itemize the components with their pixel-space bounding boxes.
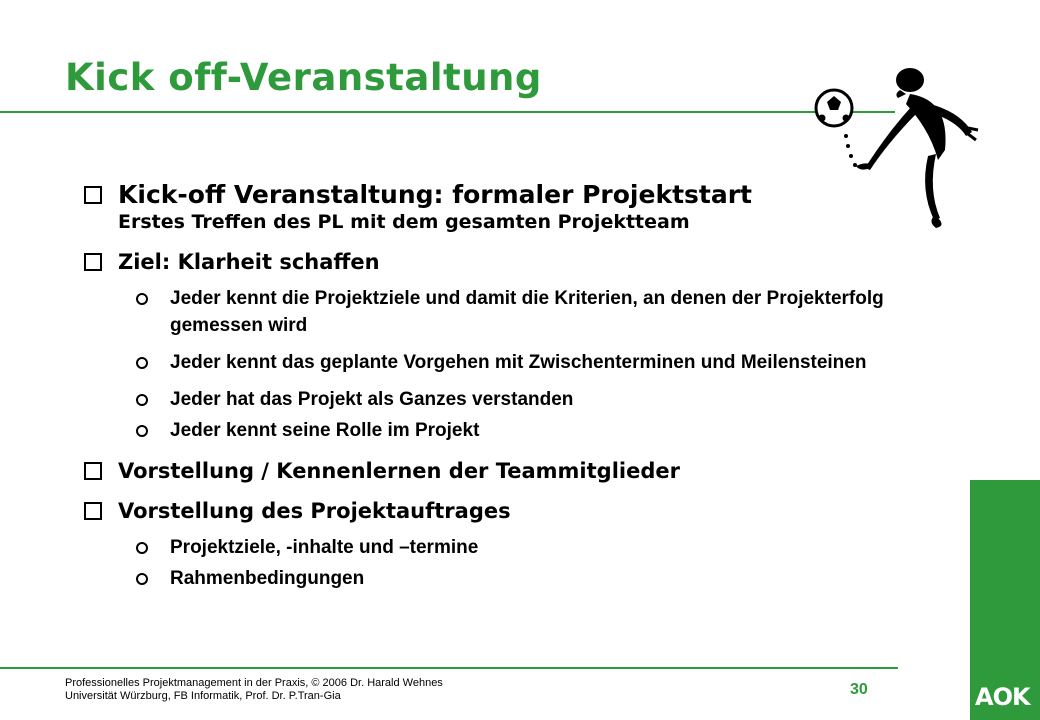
footer-text: [65, 677, 443, 703]
round-bullet-icon: [136, 293, 148, 305]
bullet-item-ziel: [84, 249, 944, 275]
square-bullet-icon: [84, 462, 102, 480]
sub-bullet-text: Jeder kennt seine Rolle im Projekt: [170, 420, 480, 441]
sub-bullet-text: Jeder kennt das geplante Vorgehen mit Zwischenterminen und Meilensteinen: [170, 352, 867, 373]
soccer-ball-icon: [816, 90, 852, 126]
bullet-headline: Kick-off Veranstaltung: formaler Projektstart: [118, 180, 753, 209]
sub-bullet-item: [0, 349, 944, 376]
sub-bullet-item: [0, 285, 944, 339]
round-bullet-icon: [136, 425, 148, 437]
title-divider: [0, 111, 895, 113]
bullet-item-projektauftrag: [84, 498, 944, 524]
square-bullet-icon: [84, 502, 102, 520]
bullet-subline: [84, 210, 944, 234]
bullet-label: Vorstellung / Kennenlernen der Teammitglieder: [118, 459, 680, 483]
sub-bullet-text: Projektziele, -inhalte und –termine: [170, 537, 479, 558]
bullet-label: Vorstellung des Projektauftrages: [118, 499, 511, 523]
bullet-item-vorstellung-team: [84, 458, 944, 484]
slide-title: Kick off-Veranstaltung: [65, 56, 542, 99]
square-bullet-icon: [84, 186, 102, 204]
aok-logo: AOK: [975, 683, 1030, 711]
sub-bullet-item: [0, 534, 944, 561]
footer-line-1: Professionelles Projektmanagement in der Praxis, © 2006 Dr. Harald Wehnes: [65, 677, 443, 689]
round-bullet-icon: [136, 542, 148, 554]
footer-divider: [0, 667, 898, 669]
bullet-subline-text: Erstes Treffen des PL mit dem gesamten Projektteam: [118, 211, 690, 233]
round-bullet-icon: [136, 573, 148, 585]
sub-bullet-text: Jeder hat das Projekt als Ganzes verstanden: [170, 389, 574, 410]
square-bullet-icon: [84, 253, 102, 271]
page-number: 30: [850, 681, 868, 698]
round-bullet-icon: [136, 357, 148, 369]
bullet-item-kickoff: [84, 180, 944, 210]
bullet-label: Ziel: Klarheit schaffen: [118, 250, 380, 274]
round-bullet-icon: [136, 394, 148, 406]
footer-line-2: Universität Würzburg, FB Informatik, Prof. Dr. P.Tran-Gia: [65, 690, 341, 702]
sub-bullet-item: [0, 417, 944, 444]
sub-bullet-text: Jeder kennt die Projektziele und damit die Kriterien, an denen der Projekterfolg gemessen wird: [170, 288, 884, 336]
content-area: [84, 180, 944, 592]
sub-bullet-item: [0, 386, 944, 413]
sub-bullet-text: Rahmenbedingungen: [170, 568, 365, 589]
sub-bullet-item: [0, 565, 944, 592]
